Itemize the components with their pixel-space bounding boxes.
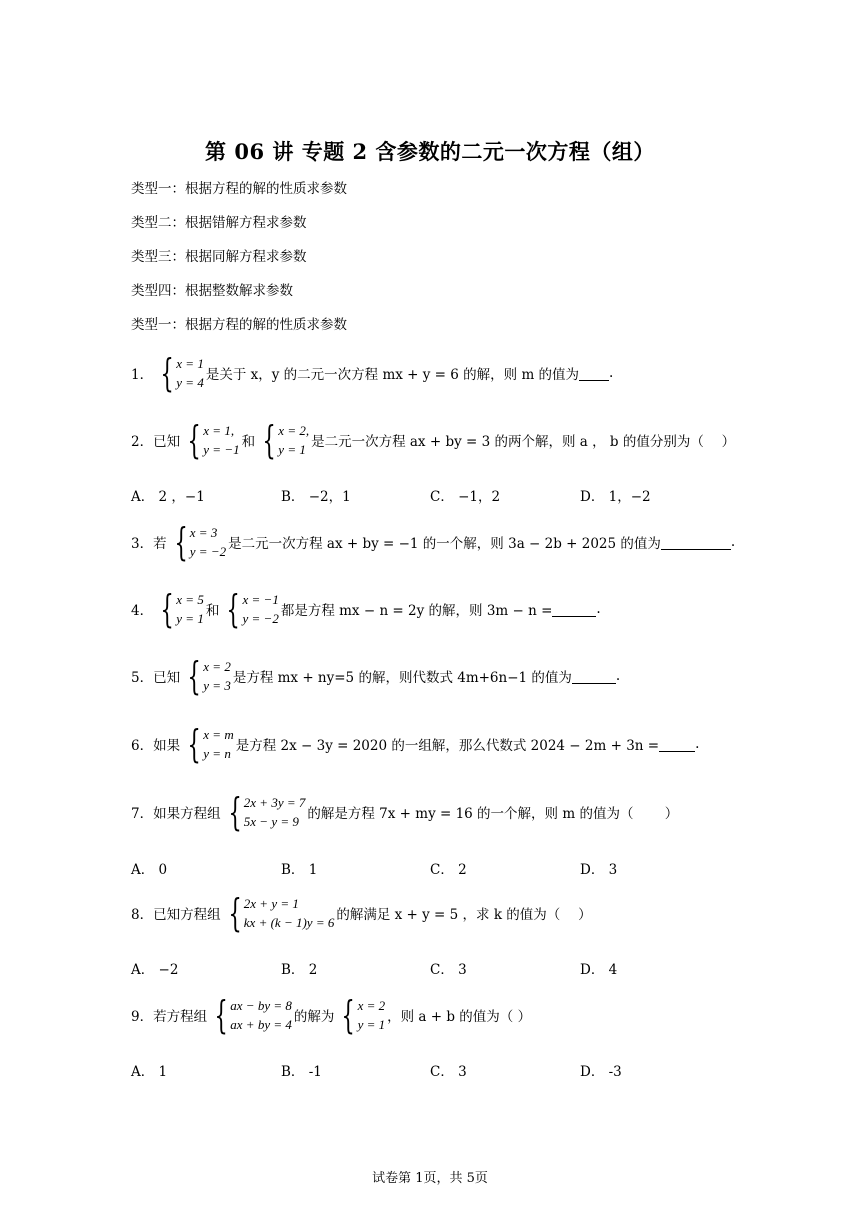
type-heading-3: 类型三：根据同解方程求参数 xyxy=(131,249,307,265)
question-text: 的解是方程 7x + my = 16 的一个解，则 m 的值为（ ） xyxy=(307,806,679,822)
period: . xyxy=(596,601,601,617)
period: . xyxy=(615,668,621,684)
page-footer: 试卷第 1页，共 5页 xyxy=(372,1171,488,1186)
brace-icon: { xyxy=(226,587,241,631)
question-text: 的解满足 x + y = 5 ，求 k 的值为（ ） xyxy=(336,907,592,923)
equation: x = 2 xyxy=(203,659,231,674)
option-a[interactable]: A． 2 ，−1 xyxy=(131,489,205,505)
equation-system xyxy=(155,587,204,631)
equation-system xyxy=(223,790,306,834)
option-d[interactable]: D． 3 xyxy=(580,862,618,878)
period: . xyxy=(730,534,736,550)
answer-blank[interactable] xyxy=(579,366,609,381)
equation-system xyxy=(221,587,279,631)
equation: kx + (k − 1)y = 6 xyxy=(243,915,335,930)
connector-text: 和 xyxy=(205,603,220,619)
brace-icon: { xyxy=(187,722,201,766)
equation: x = 2, xyxy=(278,423,310,438)
connector-text: 的解为 xyxy=(293,1009,335,1025)
question-text: 是方程 2x − 3y = 2020 的一组解，那么代数式 2024 − 2m + 3n = xyxy=(235,738,660,754)
question-7 xyxy=(131,790,679,834)
type-heading-4: 类型四：根据整数解求参数 xyxy=(131,283,293,299)
equation: y = −1 xyxy=(203,442,240,457)
option-a[interactable]: A． 1 xyxy=(131,1064,168,1080)
answer-blank[interactable] xyxy=(552,602,596,617)
equation: ax − by = 8 xyxy=(230,998,292,1013)
brace-icon: { xyxy=(160,351,174,395)
option-b[interactable]: B． −2，1 xyxy=(281,489,351,505)
connector-text: 和 xyxy=(241,434,256,450)
equation: 5x − y = 9 xyxy=(243,814,299,829)
type-heading-2: 类型二：根据错解方程求参数 xyxy=(131,215,307,231)
equation-system xyxy=(182,418,240,462)
equation-system xyxy=(209,993,292,1037)
brace-icon: { xyxy=(174,520,188,564)
question-number: 5．已知 xyxy=(131,670,181,686)
option-a[interactable]: A． −2 xyxy=(131,962,179,978)
equation-system xyxy=(257,418,310,462)
brace-icon: { xyxy=(228,790,242,834)
question-text: 都是方程 mx − n = 2y 的解，则 3m − n = xyxy=(280,603,553,619)
equation: y = 4 xyxy=(176,375,204,390)
equation: 2x + y = 1 xyxy=(243,896,299,911)
equation-system xyxy=(155,351,204,395)
question-number: 6．如果 xyxy=(131,738,181,754)
option-a[interactable]: A． 0 xyxy=(131,862,168,878)
option-b[interactable]: B． 1 xyxy=(281,862,318,878)
equation: 2x + 3y = 7 xyxy=(243,795,306,810)
equation: y = 1 xyxy=(357,1017,386,1032)
type-heading-1: 类型一：根据方程的解的性质求参数 xyxy=(131,181,347,197)
equation: y = 1 xyxy=(278,442,306,457)
question-number: 4． xyxy=(131,603,154,619)
answer-blank[interactable] xyxy=(659,737,695,752)
question-text: 是方程 mx + ny=5 的解，则代数式 4m+6n−1 的值为 xyxy=(232,670,572,686)
equation: y = −2 xyxy=(242,611,279,626)
equation-system xyxy=(182,722,234,766)
question-6 xyxy=(131,722,700,766)
question-text: 是二元一次方程 ax + by = 3 的两个解，则 a ， b 的值分别为（ ） xyxy=(311,434,736,450)
question-number: 9．若方程组 xyxy=(131,1009,208,1025)
option-d[interactable]: D． 4 xyxy=(580,962,618,978)
option-b[interactable]: B． -1 xyxy=(281,1064,322,1080)
question-text: 是关于 x，y 的二元一次方程 mx + y = 6 的解，则 m 的值为 xyxy=(205,367,580,383)
question-8 xyxy=(131,891,592,935)
question-number: 2．已知 xyxy=(131,434,181,450)
equation: x = 1 xyxy=(176,356,204,371)
period: . xyxy=(695,736,700,752)
equation: x = −1 xyxy=(242,592,279,607)
equation-system xyxy=(336,993,386,1037)
option-b[interactable]: B． 2 xyxy=(281,962,318,978)
equation: y = −2 xyxy=(189,544,227,559)
option-d[interactable]: D． -3 xyxy=(580,1064,622,1080)
brace-icon: { xyxy=(187,654,201,698)
equation: ax + by = 4 xyxy=(230,1017,292,1032)
option-c[interactable]: C． −1，2 xyxy=(430,489,501,505)
question-9 xyxy=(131,993,532,1037)
brace-icon: { xyxy=(262,418,276,462)
brace-icon: { xyxy=(214,993,228,1037)
option-c[interactable]: C． 3 xyxy=(430,962,467,978)
equation: x = 2 xyxy=(357,998,386,1013)
period: . xyxy=(609,365,614,381)
option-c[interactable]: C． 2 xyxy=(430,862,467,878)
option-d[interactable]: D． 1，−2 xyxy=(580,489,651,505)
question-number: 8．已知方程组 xyxy=(131,907,221,923)
question-4 xyxy=(131,587,601,631)
equation: x = 5 xyxy=(176,592,204,607)
equation: x = 3 xyxy=(189,525,218,540)
brace-icon: { xyxy=(228,891,242,935)
equation-system xyxy=(169,520,227,564)
equation-system xyxy=(223,891,335,935)
section-heading-type-1: 类型一：根据方程的解的性质求参数 xyxy=(131,317,347,333)
question-2 xyxy=(131,418,736,462)
question-text: 是二元一次方程 ax + by = −1 的一个解，则 3a − 2b + 2025 的值为 xyxy=(228,536,661,552)
brace-icon: { xyxy=(187,418,201,462)
brace-icon: { xyxy=(160,587,174,631)
question-1 xyxy=(131,351,614,395)
question-text: ，则 a + b 的值为（ ） xyxy=(387,1009,532,1025)
question-3 xyxy=(131,520,736,564)
page-title: 第 06 讲 专题 2 含参数的二元一次方程（组） xyxy=(205,139,655,164)
answer-blank[interactable] xyxy=(661,535,731,550)
question-number: 3．若 xyxy=(131,536,167,552)
question-number: 1． xyxy=(131,367,154,383)
brace-icon: { xyxy=(341,993,356,1037)
equation: y = 3 xyxy=(203,678,231,693)
answer-blank[interactable] xyxy=(572,669,616,684)
question-5 xyxy=(131,654,621,698)
equation: y = n xyxy=(203,746,231,761)
question-number: 7．如果方程组 xyxy=(131,806,221,822)
equation: x = m xyxy=(203,727,234,742)
equation: x = 1, xyxy=(203,423,235,438)
equation-system xyxy=(182,654,231,698)
option-c[interactable]: C． 3 xyxy=(430,1064,467,1080)
equation: y = 1 xyxy=(176,611,204,626)
